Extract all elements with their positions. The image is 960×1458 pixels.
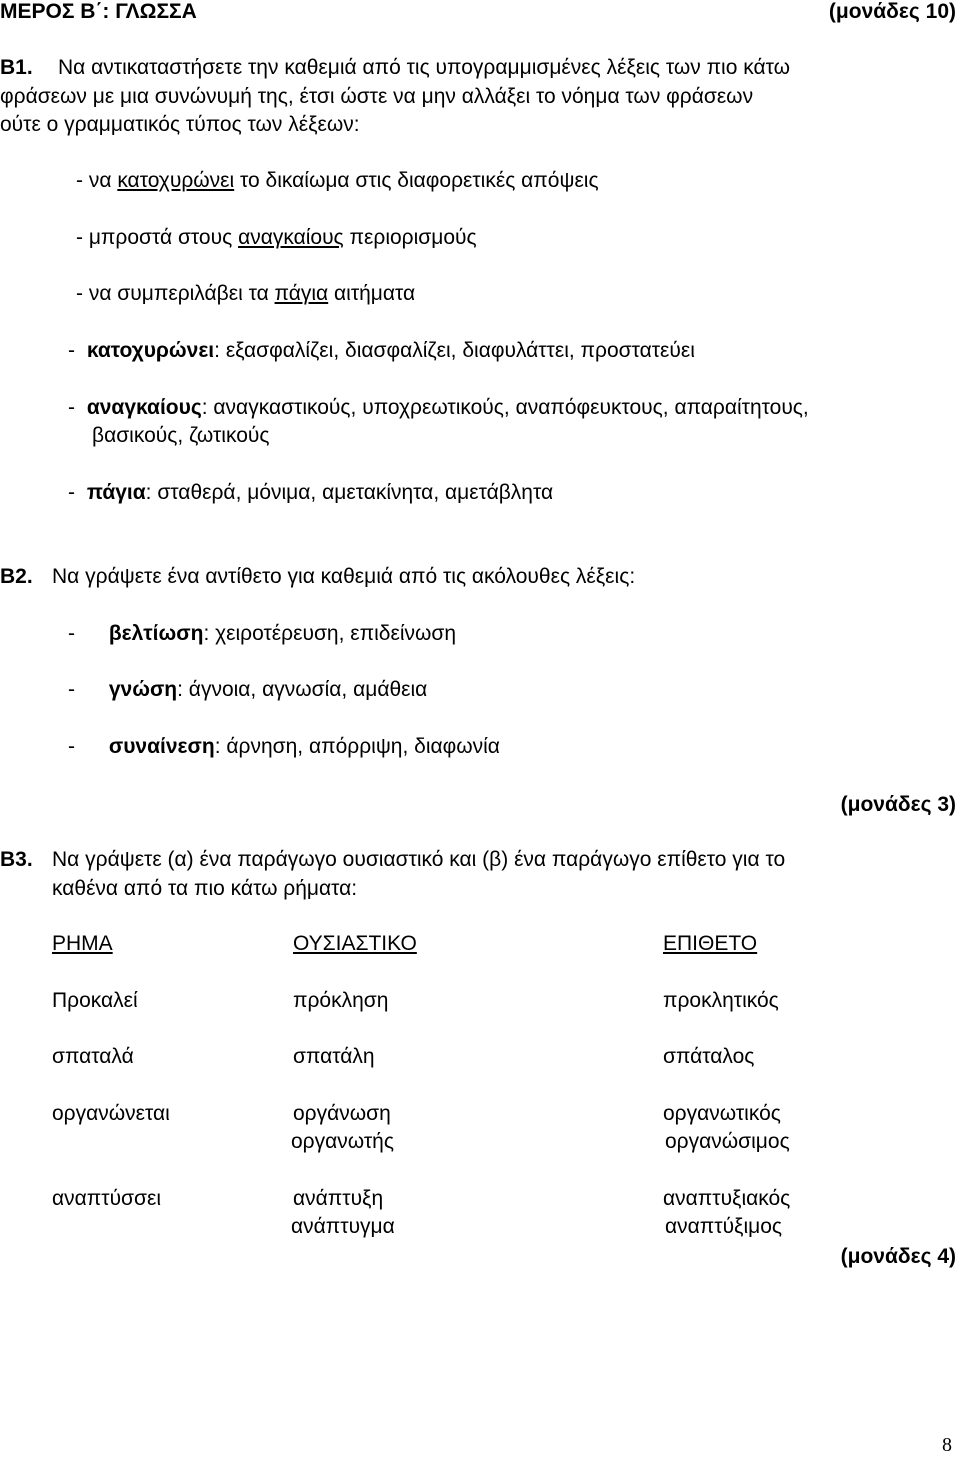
phrase-pre: - να bbox=[76, 169, 118, 192]
b2-points: (μονάδες 3) bbox=[840, 793, 956, 816]
verb-cell: Προκαλεί bbox=[52, 989, 138, 1012]
answer-synonyms: : σταθερά, μόνιμα, αμετακίνητα, αμετάβλητα bbox=[145, 481, 554, 504]
part-points: (μονάδες 10) bbox=[828, 0, 956, 23]
answer-dash: - bbox=[68, 622, 75, 645]
phrase-underlined-word: κατοχυρώνει bbox=[117, 169, 235, 192]
b2-label: Β2. bbox=[0, 565, 33, 588]
b3-label: Β3. bbox=[0, 848, 33, 871]
page-number: 8 bbox=[942, 1434, 952, 1456]
answer-dash: - bbox=[68, 481, 75, 504]
adjective-cell: οργανωτικός bbox=[663, 1102, 781, 1125]
b2-instruction: Να γράψετε ένα αντίθετο για καθεμιά από τις ακόλουθες λέξεις: bbox=[52, 565, 636, 588]
b3-instruction-line1: Να γράψετε (α) ένα παράγωγο ουσιαστικό και (β) ένα παράγωγο επίθετο για το bbox=[52, 848, 786, 871]
noun-cell: οργανωτής bbox=[291, 1130, 394, 1153]
part-title: ΜΕΡΟΣ Β΄: ΓΛΩΣΣΑ bbox=[0, 0, 197, 23]
phrase-post: αιτήματα bbox=[328, 282, 416, 305]
b3-points: (μονάδες 4) bbox=[840, 1245, 956, 1268]
phrase-underlined-word: αναγκαίους bbox=[238, 226, 344, 249]
adjective-cell: αναπτυξιακός bbox=[663, 1187, 791, 1210]
answer-dash: - bbox=[68, 678, 75, 701]
answer-antonyms: : άγνοια, αγνωσία, αμάθεια bbox=[177, 678, 428, 701]
answer-word: βελτίωση bbox=[108, 622, 204, 645]
phrase-post: το δικαίωμα στις διαφορετικές απόψεις bbox=[234, 169, 599, 192]
header-verb: ΡΗΜΑ bbox=[52, 932, 113, 955]
b3-instruction-line2: καθένα από τα πιο κάτω ρήματα: bbox=[52, 877, 358, 900]
noun-cell: σπατάλη bbox=[293, 1045, 375, 1068]
verb-cell: οργανώνεται bbox=[52, 1102, 170, 1125]
verb-cell: σπαταλά bbox=[52, 1045, 134, 1068]
b2-answer-2 bbox=[68, 677, 427, 703]
noun-cell: ανάπτυγμα bbox=[291, 1215, 395, 1238]
b2-answer-1 bbox=[68, 621, 456, 647]
noun-cell: πρόκληση bbox=[293, 989, 389, 1012]
phrase-post: περιορισμούς bbox=[343, 226, 477, 249]
adjective-cell: οργανώσιμος bbox=[665, 1130, 790, 1153]
b1-answer-1 bbox=[68, 338, 695, 364]
adjective-cell: προκλητικός bbox=[663, 989, 779, 1012]
b1-instruction-line2: φράσεων με μια συνώνυμή της, έτσι ώστε να μην αλλάξει το νόημα των φράσεων bbox=[0, 85, 754, 108]
answer-word: πάγια bbox=[86, 481, 146, 504]
verb-cell: αναπτύσσει bbox=[52, 1187, 161, 1210]
answer-dash: - bbox=[68, 735, 75, 758]
b1-label: Β1. bbox=[0, 56, 33, 79]
phrase-pre: - να συμπεριλάβει τα bbox=[76, 282, 275, 305]
header-noun: ΟΥΣΙΑΣΤΙΚΟ bbox=[293, 932, 417, 955]
answer-antonyms: : χειροτέρευση, επιδείνωση bbox=[203, 622, 457, 645]
b1-instruction-line3: ούτε ο γραμματικός τύπος των λέξεων: bbox=[0, 113, 360, 136]
b2-answer-3 bbox=[68, 734, 500, 760]
adjective-cell: αναπτύξιμος bbox=[665, 1215, 783, 1238]
answer-dash: - bbox=[68, 396, 75, 419]
answer-synonyms: : αναγκαστικούς, υποχρεωτικούς, αναπόφευκτους, απαραίτητους, bbox=[201, 396, 809, 419]
adjective-cell: σπάταλος bbox=[663, 1045, 755, 1068]
b1-phrase-3 bbox=[76, 281, 415, 307]
noun-cell: οργάνωση bbox=[293, 1102, 391, 1125]
phrase-pre: - μπροστά στους bbox=[76, 226, 239, 249]
answer-word: κατοχυρώνει bbox=[86, 339, 215, 362]
noun-cell: ανάπτυξη bbox=[293, 1187, 384, 1210]
answer-word: αναγκαίους bbox=[86, 396, 202, 419]
header-adjective: ΕΠΙΘΕΤΟ bbox=[663, 932, 758, 955]
answer-word: συναίνεση bbox=[108, 735, 215, 758]
b1-answer-2 bbox=[68, 395, 809, 421]
b1-answer-2-continued: βασικούς, ζωτικούς bbox=[92, 424, 270, 447]
answer-antonyms: : άρνηση, απόρριψη, διαφωνία bbox=[214, 735, 500, 758]
b1-phrase-2 bbox=[76, 225, 477, 251]
answer-synonyms: : εξασφαλίζει, διασφαλίζει, διαφυλάττει, προστατεύει bbox=[214, 339, 695, 362]
phrase-underlined-word: πάγια bbox=[274, 282, 329, 305]
b1-phrase-1 bbox=[76, 168, 599, 194]
answer-dash: - bbox=[68, 339, 75, 362]
b1-answer-3 bbox=[68, 480, 553, 506]
answer-word: γνώση bbox=[108, 678, 178, 701]
b1-instruction-line1: Να αντικαταστήσετε την καθεμιά από τις υπογραμμισμένες λέξεις των πιο κάτω bbox=[58, 56, 791, 79]
